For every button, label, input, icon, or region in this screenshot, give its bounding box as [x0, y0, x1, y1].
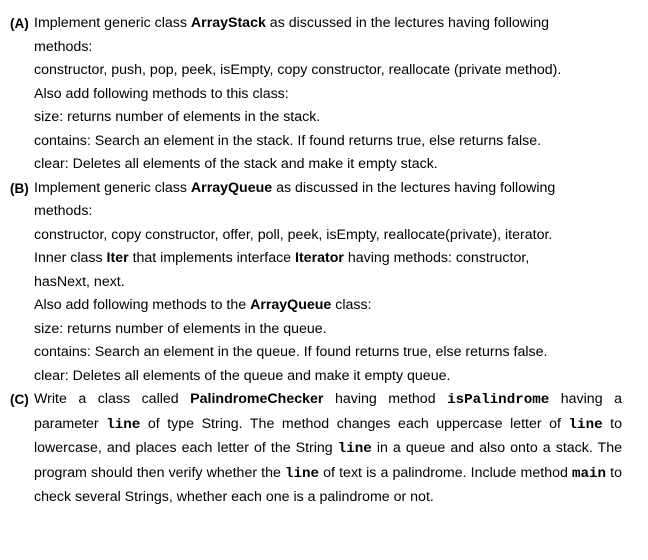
section-c-paragraph: Write a class called PalindromeChecker having method isPalindrome having a parameter line of type String. The method changes each uppercase letter of line to lowercase, and places each letter of the String line in a queue and also onto a stack. The program should then verify whether the line of text is a palindrome. Include method main to check several Strings, whether each one is a palindrome or not. — [34, 391, 623, 505]
section-a-line-1: Implement generic class ArrayStack as discussed in the lectures having following — [34, 15, 549, 31]
param-line-3: line — [337, 441, 372, 457]
class-name-arrayqueue: ArrayQueue — [190, 179, 273, 196]
section-c — [10, 388, 640, 510]
section-a-line-5: size: returns number of elements in the stack. — [34, 109, 321, 125]
section-b-line-5: hasNext, next. — [34, 273, 125, 290]
section-a-marker: (A) — [10, 16, 29, 31]
class-name-arraystack: ArrayStack — [190, 15, 266, 31]
section-a-line-2: methods: — [34, 38, 93, 55]
section-b-line-2: methods: — [34, 203, 93, 219]
section-a-line-7: clear: Deletes all elements of the stack and make it empty stack. — [34, 156, 438, 172]
method-main: main — [571, 465, 607, 482]
section-b-line-9: clear: Deletes all elements of the queue and make it empty queue. — [34, 367, 451, 384]
section-b-line-7: size: returns number of elements in the queue. — [34, 320, 327, 337]
class-name-arrayqueue-2: ArrayQueue — [250, 297, 332, 313]
assignment-document — [10, 0, 640, 510]
section-b-line-1: Implement generic class ArrayQueue as discussed in the lectures having following — [34, 179, 556, 196]
class-name-palindromechecker: PalindromeChecker — [190, 391, 324, 407]
section-b-marker: (B) — [10, 180, 29, 196]
method-ispalindrome: isPalindrome — [447, 392, 550, 408]
section-b-line-8: contains: Search an element in the queue. If found returns true, else returns false. — [34, 344, 548, 360]
param-line-4: line — [285, 465, 320, 482]
section-a-line-4: Also add following methods to this class: — [34, 85, 289, 102]
section-a — [10, 0, 640, 177]
section-a-line-6: contains: Search an element in the stack. If found returns true, else returns false. — [34, 132, 542, 149]
section-a-line-3: constructor, push, pop, peek, isEmpty, copy constructor, reallocate (private method). — [34, 62, 562, 78]
section-b-line-3: constructor, copy constructor, offer, poll, peek, isEmpty, reallocate(private), iterator. — [34, 226, 553, 243]
section-b-line-4: Inner class Iter that implements interface Iterator having methods: constructor, — [34, 250, 530, 266]
section-b — [10, 177, 640, 389]
section-b-line-6: Also add following methods to the ArrayQueue class: — [34, 297, 372, 313]
param-line-2: line — [568, 416, 603, 433]
interface-name-iterator: Iterator — [295, 250, 344, 266]
param-line: line — [106, 416, 141, 433]
section-c-marker: (C) — [10, 392, 29, 407]
class-name-iter: Iter — [106, 250, 129, 266]
